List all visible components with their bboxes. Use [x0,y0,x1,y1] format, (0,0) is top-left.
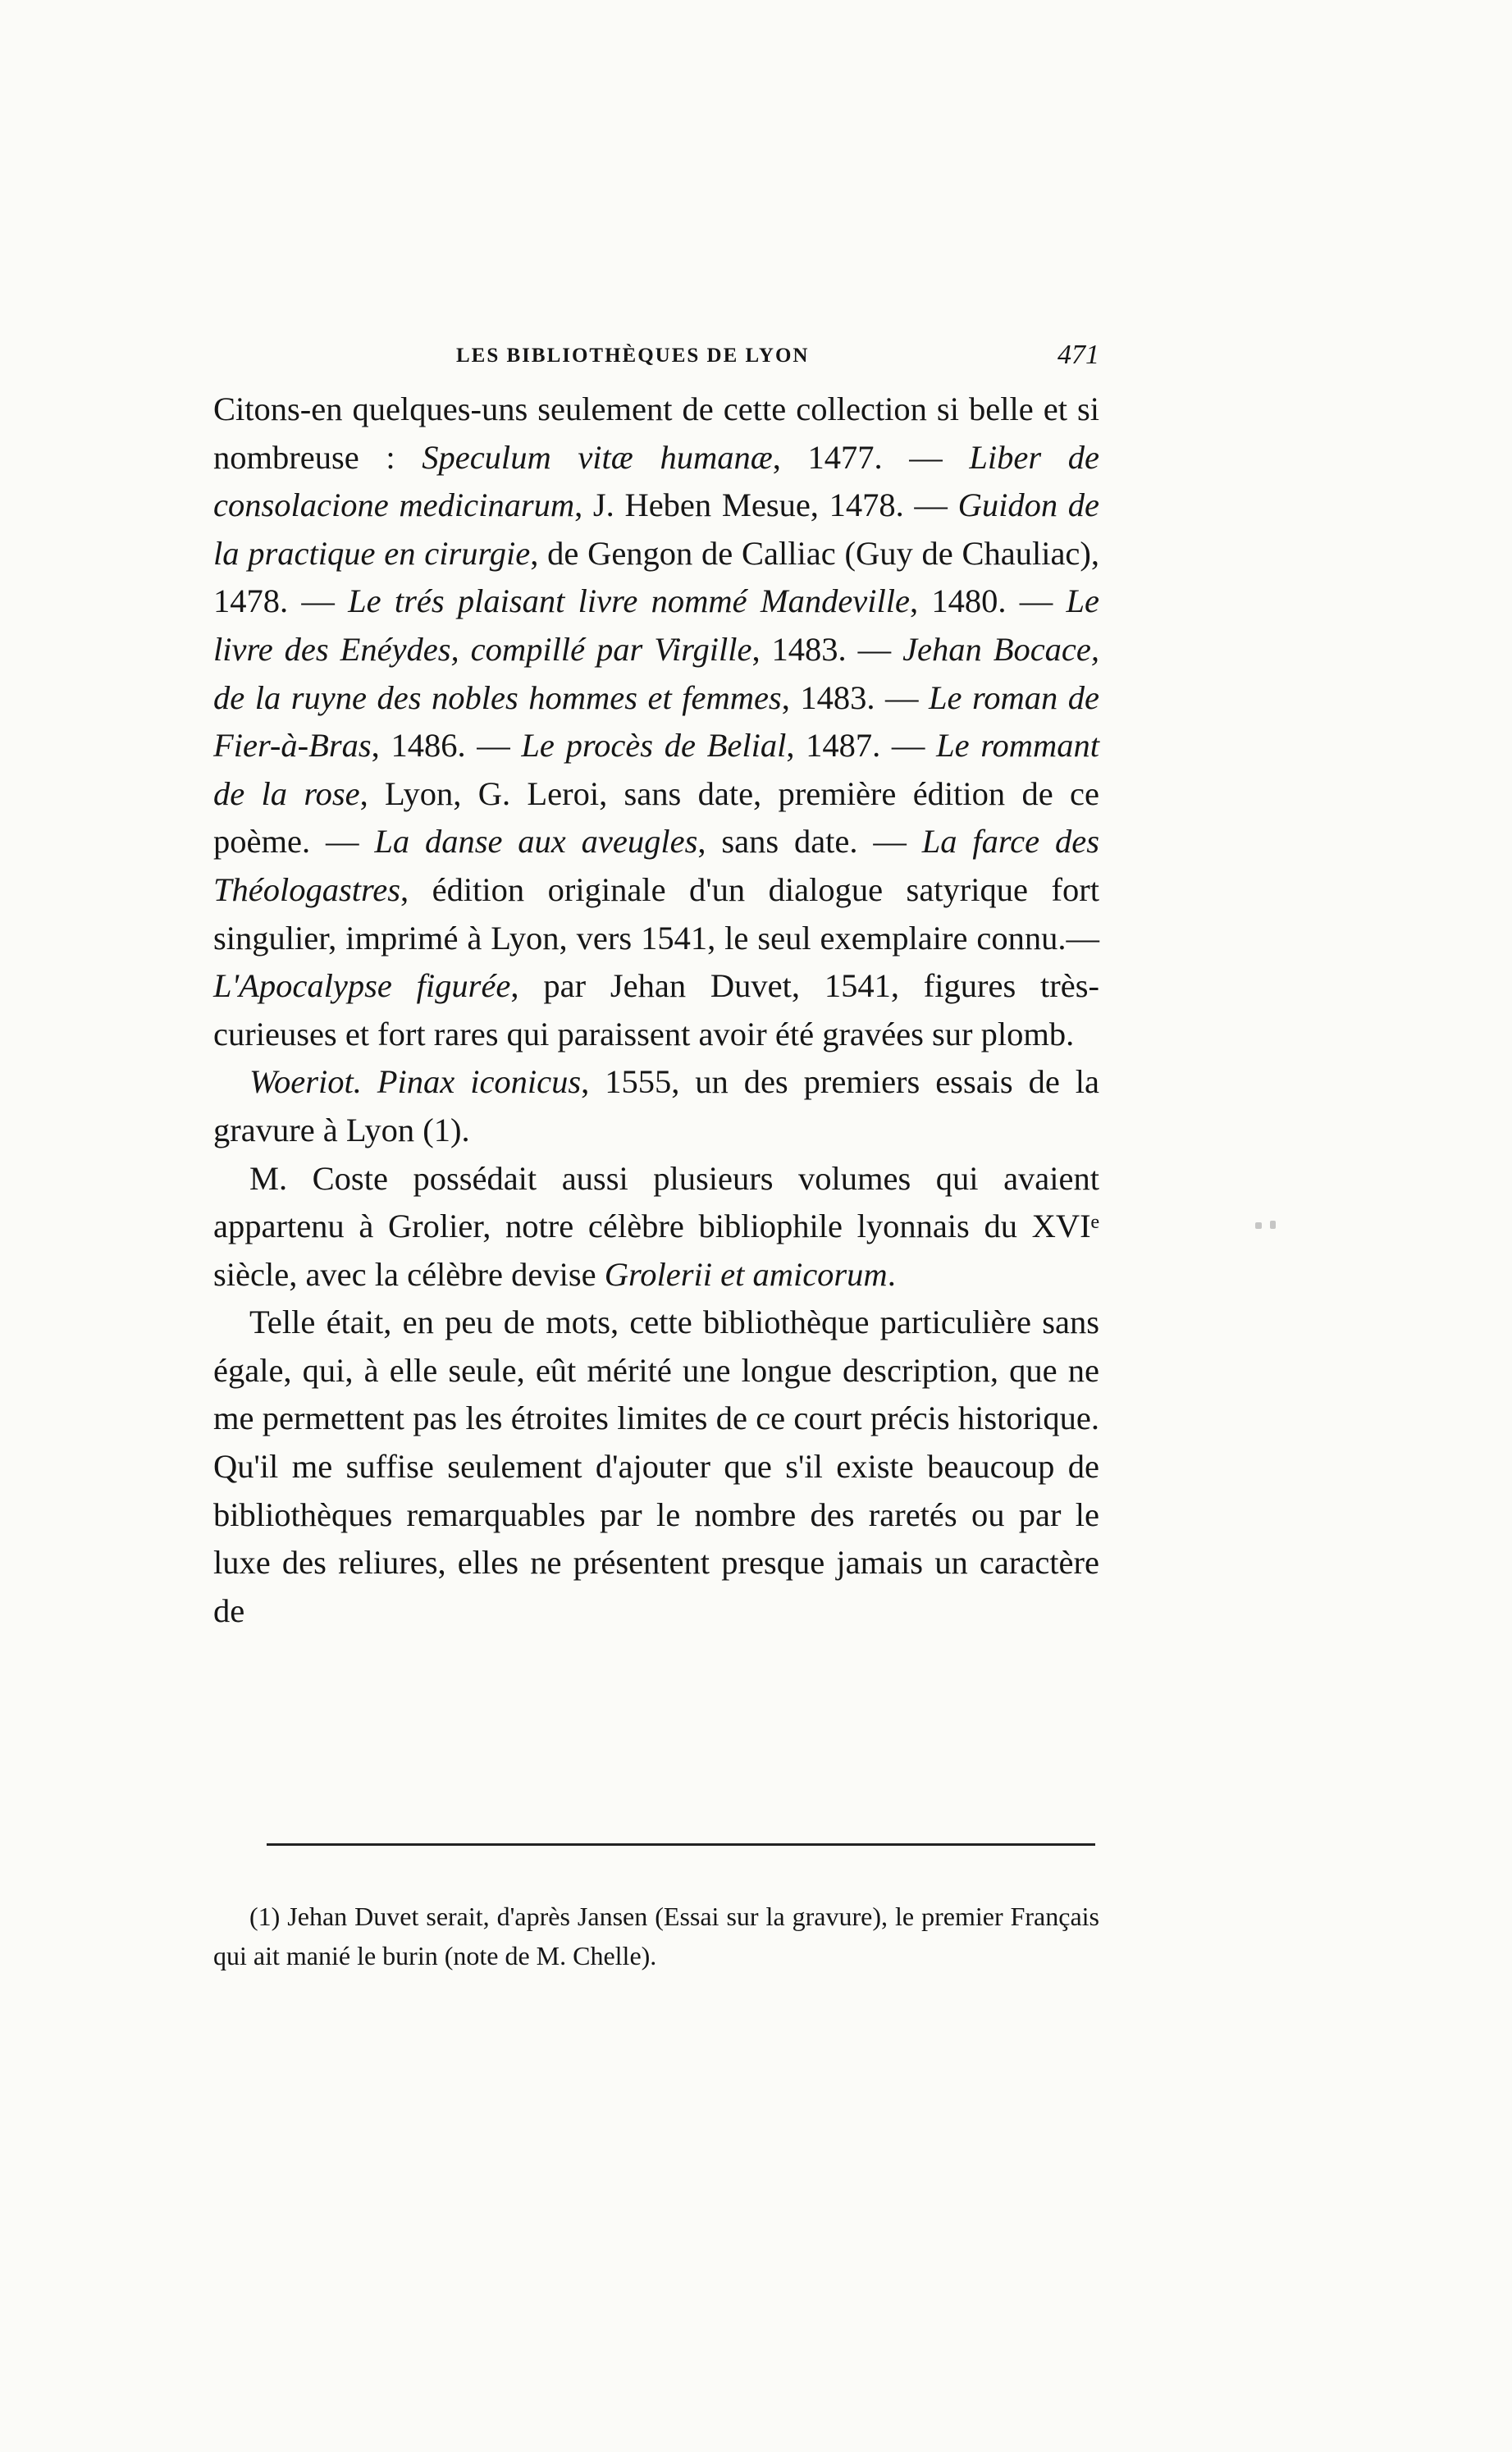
italic-title: Le roman de Fier-à-Bras [213,678,1100,765]
italic-title: Speculum vitæ humanæ [422,438,773,476]
italic-title: Le procès de Belial [521,727,787,765]
italic-title: Grolerii et amicorum [604,1255,888,1293]
page-number: 471 [1057,340,1099,370]
text-run: , de Gengon de Calliac (Guy de Chauliac), 1478. — [213,534,1100,620]
ink-mark [1270,1221,1276,1229]
footnote-divider [267,1843,1095,1846]
paragraph [213,1299,1099,1635]
ink-mark [1255,1222,1262,1229]
text-run: Citons-en quelques-uns seulement de cette collection si belle et si nombreuse : [213,390,1099,476]
italic-title: Guidon de la practique en cirurgie [213,486,1100,572]
text-run: , 1487. — [786,727,937,765]
running-head [213,340,1099,376]
text-run: , 1480. — [910,582,1067,620]
footnote-text: (1) Jehan Duvet serait, d'après Jansen (Essai sur la gravure), le premier Français qui ait manié le burin (note de M. Chelle). [213,1902,1099,1970]
text-run: M. Coste possédait aussi plusieurs volumes qui avaient appartenu à Grolier, notre célèbre bibliophile lyonnais du XVIᵉ siècle, avec la célèbre devise [213,1159,1099,1293]
text-run: . [887,1255,896,1293]
body-text [213,386,1099,1635]
italic-title: Le trés plaisant livre nommé Mandeville [348,582,910,620]
text-run: Telle était, en peu de mots, cette bibliothèque particulière sans égale, qui, à elle seule, eût mérité une longue description, que ne me permettent pas les étroites limites de ce court précis historique. Qu'il me suffise seulement d'ajouter que s'il existe beaucoup de bibliothèques remarquables par le nombre des raretés ou par le luxe des reliures, elles ne présentent presque jamais un caractère de [213,1304,1099,1629]
text-run: , sans date. — [697,823,922,861]
italic-title: Jehan Bocace, de la ruyne des nobles hommes et femmes [213,630,1100,716]
running-title: LES BIBLIOTHÈQUES DE LYON [456,345,810,367]
italic-title: Liber de consolacione medicinarum [213,438,1099,524]
italic-title: Le rommant de la rose [213,727,1099,812]
paragraph [213,1058,1099,1154]
text-run: , Lyon, G. Leroi, sans date, première édition de ce poème. — [213,774,1099,861]
text-run: , édition originale d'un dialogue satyrique fort singulier, imprimé à Lyon, vers 1541, le seul exemplaire connu.— [213,870,1099,957]
italic-title: La farce des Théologastres [213,823,1099,908]
text-run: , 1555, un des premiers essais de la gravure à Lyon (1). [213,1063,1099,1148]
italic-title: Woeriot. Pinax iconicus [249,1063,582,1101]
paragraph [213,1155,1099,1299]
italic-title: L'Apocalypse figurée [213,967,511,1005]
italic-title: Le livre des Enéydes, compillé par Virgille [213,582,1099,668]
text-run: , J. Heben Mesue, 1478. — [574,486,958,524]
paragraph [213,386,1099,1058]
italic-title: La danse aux aveugles [374,823,698,861]
footnote [213,1897,1099,1975]
text-run: , 1483. — [781,678,929,716]
text-run: , 1483. — [751,630,903,668]
text-run: , par Jehan Duvet, 1541, figures très-curieuses et fort rares qui paraissent avoir été gravées sur plomb. [213,967,1099,1052]
text-run: , 1477. — [772,438,970,476]
text-run: , 1486. — [371,727,522,765]
